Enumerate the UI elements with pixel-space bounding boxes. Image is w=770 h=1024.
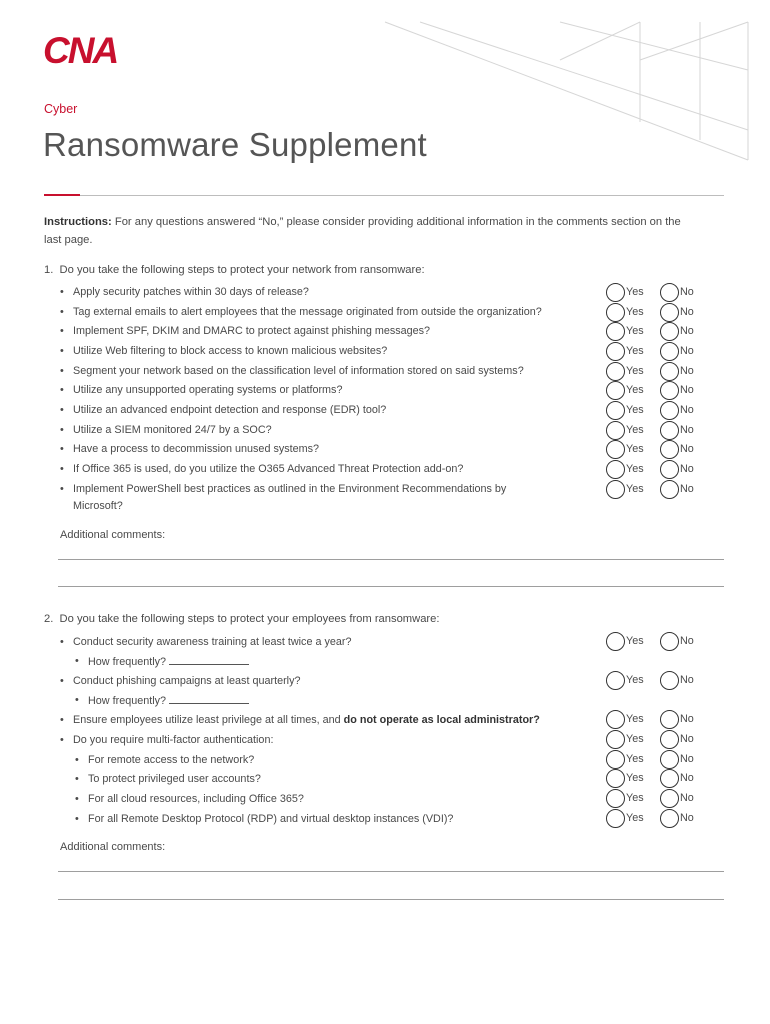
q1-item: • Utilize a SIEM monitored 24/7 by a SOC?: [60, 422, 620, 439]
radio-circle-icon[interactable]: [660, 671, 679, 690]
q1-o365-atp-yes-option[interactable]: [606, 460, 666, 482]
no-label: No: [680, 713, 694, 725]
q2-item-training: • Conduct security awareness training at least twice a year?: [60, 634, 620, 651]
bullet-icon: •: [60, 714, 64, 726]
radio-circle-icon[interactable]: [660, 342, 679, 361]
radio-circle-icon[interactable]: [606, 401, 625, 420]
bullet-icon: •: [60, 404, 64, 416]
q2-mfa-privileged-no-option[interactable]: [660, 769, 720, 791]
bullet-icon: •: [60, 306, 64, 318]
radio-circle-icon[interactable]: [606, 460, 625, 479]
q2-least-privilege-no-option[interactable]: [660, 710, 720, 732]
radio-circle-icon[interactable]: [660, 769, 679, 788]
q1-item: • Implement PowerShell best practices as outlined in the Environment Recommendations by Microsoft?: [60, 483, 507, 512]
radio-circle-icon[interactable]: [606, 632, 625, 651]
q2-least-privilege-yes-option[interactable]: [606, 710, 666, 732]
radio-circle-icon[interactable]: [606, 283, 625, 302]
q2-training-yes-option[interactable]: [606, 632, 666, 654]
q1-powershell-yes-option[interactable]: [606, 480, 666, 502]
q2-comment-line-1[interactable]: [58, 871, 724, 872]
q2-item-least-privilege: • Ensure employees utilize least privilege at all times, and do not operate as local administrator?: [60, 712, 620, 729]
radio-circle-icon[interactable]: [660, 362, 679, 381]
bullet-icon: •: [60, 734, 64, 746]
radio-circle-icon[interactable]: [606, 809, 625, 828]
no-label: No: [680, 286, 694, 298]
title-accent-bar: [44, 194, 80, 196]
radio-circle-icon[interactable]: [660, 750, 679, 769]
training-frequency-blank[interactable]: [169, 653, 249, 665]
no-label: No: [680, 812, 694, 824]
radio-circle-icon[interactable]: [660, 283, 679, 302]
q1-item: • Tag external emails to alert employees that the message originated from outside the organization?: [60, 304, 620, 321]
no-label: No: [680, 345, 694, 357]
q2-subitem-phishing-frequency: • How frequently?: [75, 692, 575, 710]
bullet-icon: •: [75, 813, 79, 825]
yes-label: Yes: [626, 674, 644, 686]
q1-spf-dkim-dmarc-yes-option[interactable]: [606, 322, 666, 344]
q1-item: • Utilize Web filtering to block access to known malicious websites?: [60, 343, 620, 360]
q1-apply-patches-no-option[interactable]: [660, 283, 720, 305]
q1-item: • Segment your network based on the classification level of information stored on said systems?: [60, 363, 620, 380]
bullet-icon: •: [60, 483, 64, 495]
question-2-text: 2. Do you take the following steps to protect your employees from ransomware:: [44, 613, 440, 625]
q1-comment-line-1[interactable]: [58, 559, 724, 560]
radio-circle-icon[interactable]: [606, 769, 625, 788]
bullet-icon: •: [75, 694, 79, 706]
yes-label: Yes: [626, 325, 644, 337]
no-label: No: [680, 674, 694, 686]
radio-circle-icon[interactable]: [606, 671, 625, 690]
q2-phishing-no-option[interactable]: [660, 671, 720, 693]
q1-comments-label: Additional comments:: [60, 529, 166, 541]
phishing-frequency-blank[interactable]: [169, 692, 249, 704]
radio-circle-icon[interactable]: [606, 342, 625, 361]
radio-circle-icon[interactable]: [660, 440, 679, 459]
svg-text:CNA: CNA: [43, 32, 118, 68]
radio-circle-icon[interactable]: [606, 421, 625, 440]
radio-circle-icon[interactable]: [606, 789, 625, 808]
no-label: No: [680, 384, 694, 396]
q2-mfa-no-option[interactable]: [660, 730, 720, 752]
radio-circle-icon[interactable]: [606, 322, 625, 341]
radio-circle-icon[interactable]: [660, 401, 679, 420]
no-label: No: [680, 792, 694, 804]
bullet-icon: •: [75, 793, 79, 805]
bullet-icon: •: [60, 384, 64, 396]
question-1-text: 1. Do you take the following steps to protect your network from ransomware:: [44, 264, 425, 276]
q2-mfa-privileged-yes-option[interactable]: [606, 769, 666, 791]
q2-subitem-mfa-cloud: • For all cloud resources, including Office 365?: [75, 791, 575, 808]
q2-comments-label: Additional comments:: [60, 841, 166, 853]
yes-label: Yes: [626, 424, 644, 436]
radio-circle-icon[interactable]: [606, 381, 625, 400]
bullet-icon: •: [60, 286, 64, 298]
radio-circle-icon[interactable]: [606, 362, 625, 381]
q2-subitem-mfa-rdp: • For all Remote Desktop Protocol (RDP) and virtual desktop instances (VDI)?: [75, 811, 575, 828]
no-label: No: [680, 772, 694, 784]
yes-label: Yes: [626, 753, 644, 765]
radio-circle-icon[interactable]: [606, 710, 625, 729]
q1-item: • If Office 365 is used, do you utilize the O365 Advanced Threat Protection add-on?: [60, 461, 620, 478]
q2-training-no-option[interactable]: [660, 632, 720, 654]
radio-circle-icon[interactable]: [606, 750, 625, 769]
q1-web-filtering-yes-option[interactable]: [606, 342, 666, 364]
yes-label: Yes: [626, 792, 644, 804]
no-label: No: [680, 325, 694, 337]
bullet-icon: •: [60, 424, 64, 436]
q1-powershell-no-option[interactable]: [660, 480, 720, 502]
radio-circle-icon[interactable]: [660, 730, 679, 749]
q2-item-mfa: • Do you require multi-factor authentication:: [60, 732, 620, 749]
radio-circle-icon[interactable]: [660, 303, 679, 322]
no-label: No: [680, 306, 694, 318]
q1-comment-line-2[interactable]: [58, 586, 724, 587]
q2-mfa-cloud-no-option[interactable]: [660, 789, 720, 811]
q1-decommission-no-option[interactable]: [660, 440, 720, 462]
radio-circle-icon[interactable]: [660, 480, 679, 499]
q1-item: • Have a process to decommission unused systems?: [60, 441, 620, 458]
yes-label: Yes: [626, 772, 644, 784]
radio-circle-icon[interactable]: [660, 710, 679, 729]
no-label: No: [680, 404, 694, 416]
bullet-icon: •: [60, 365, 64, 377]
yes-label: Yes: [626, 812, 644, 824]
yes-label: Yes: [626, 306, 644, 318]
instructions: [44, 213, 684, 249]
no-label: No: [680, 483, 694, 495]
q2-phishing-yes-option[interactable]: [606, 671, 666, 693]
yes-label: Yes: [626, 713, 644, 725]
yes-label: Yes: [626, 733, 644, 745]
yes-label: Yes: [626, 483, 644, 495]
yes-label: Yes: [626, 365, 644, 377]
no-label: No: [680, 443, 694, 455]
q2-mfa-yes-option[interactable]: [606, 730, 666, 752]
no-label: No: [680, 733, 694, 745]
yes-label: Yes: [626, 345, 644, 357]
q1-o365-atp-no-option[interactable]: [660, 460, 720, 482]
bullet-icon: •: [60, 463, 64, 475]
q1-edr-tool-no-option[interactable]: [660, 401, 720, 423]
radio-circle-icon[interactable]: [660, 421, 679, 440]
bullet-icon: •: [60, 675, 64, 687]
q1-unsupported-os-yes-option[interactable]: [606, 381, 666, 403]
no-label: No: [680, 365, 694, 377]
radio-circle-icon[interactable]: [660, 809, 679, 828]
q1-edr-tool-yes-option[interactable]: [606, 401, 666, 423]
radio-circle-icon[interactable]: [660, 789, 679, 808]
yes-label: Yes: [626, 463, 644, 475]
bullet-icon: •: [60, 345, 64, 357]
q1-item: • Implement SPF, DKIM and DMARC to protect against phishing messages?: [60, 323, 620, 340]
page-title: Ransomware Supplement: [43, 126, 427, 163]
bullet-icon: •: [60, 636, 64, 648]
no-label: No: [680, 463, 694, 475]
radio-circle-icon[interactable]: [606, 440, 625, 459]
q1-item: • Apply security patches within 30 days of release?: [60, 284, 620, 301]
bullet-icon: •: [60, 325, 64, 337]
yes-label: Yes: [626, 635, 644, 647]
no-label: No: [680, 635, 694, 647]
radio-circle-icon[interactable]: [660, 632, 679, 651]
instructions-text: For any questions answered “No,” please consider providing additional information in the comments section on the last page.: [44, 216, 681, 246]
bullet-icon: •: [75, 754, 79, 766]
q1-apply-patches-yes-option[interactable]: [606, 283, 666, 305]
yes-label: Yes: [626, 286, 644, 298]
radio-circle-icon[interactable]: [606, 303, 625, 322]
bullet-icon: •: [60, 443, 64, 455]
radio-circle-icon[interactable]: [606, 730, 625, 749]
radio-circle-icon[interactable]: [606, 480, 625, 499]
radio-circle-icon[interactable]: [660, 381, 679, 400]
yes-label: Yes: [626, 404, 644, 416]
q1-item: • Utilize an advanced endpoint detection and response (EDR) tool?: [60, 402, 620, 419]
radio-circle-icon[interactable]: [660, 460, 679, 479]
q2-item-phishing: • Conduct phishing campaigns at least quarterly?: [60, 673, 620, 690]
q1-decommission-yes-option[interactable]: [606, 440, 666, 462]
q2-subitem-mfa-privileged: • To protect privileged user accounts?: [75, 771, 575, 788]
q2-subitem-training-frequency: • How frequently?: [75, 653, 575, 671]
q2-mfa-rdp-yes-option[interactable]: [606, 809, 666, 831]
category-label: Cyber: [44, 102, 78, 116]
q1-web-filtering-no-option[interactable]: [660, 342, 720, 364]
instructions-label: Instructions:: [44, 216, 112, 228]
radio-circle-icon[interactable]: [660, 322, 679, 341]
q2-comment-line-2[interactable]: [58, 899, 724, 900]
bullet-icon: •: [75, 773, 79, 785]
q1-item: • Utilize any unsupported operating systems or platforms?: [60, 382, 620, 399]
yes-label: Yes: [626, 384, 644, 396]
q2-mfa-cloud-yes-option[interactable]: [606, 789, 666, 811]
yes-label: Yes: [626, 443, 644, 455]
q2-subitem-mfa-remote: • For remote access to the network?: [75, 752, 575, 769]
q1-spf-dkim-dmarc-no-option[interactable]: [660, 322, 720, 344]
q1-unsupported-os-no-option[interactable]: [660, 381, 720, 403]
bullet-icon: •: [75, 655, 79, 667]
no-label: No: [680, 753, 694, 765]
q2-mfa-rdp-no-option[interactable]: [660, 809, 720, 831]
cna-logo: [43, 32, 137, 73]
title-divider: [80, 195, 724, 196]
no-label: No: [680, 424, 694, 436]
